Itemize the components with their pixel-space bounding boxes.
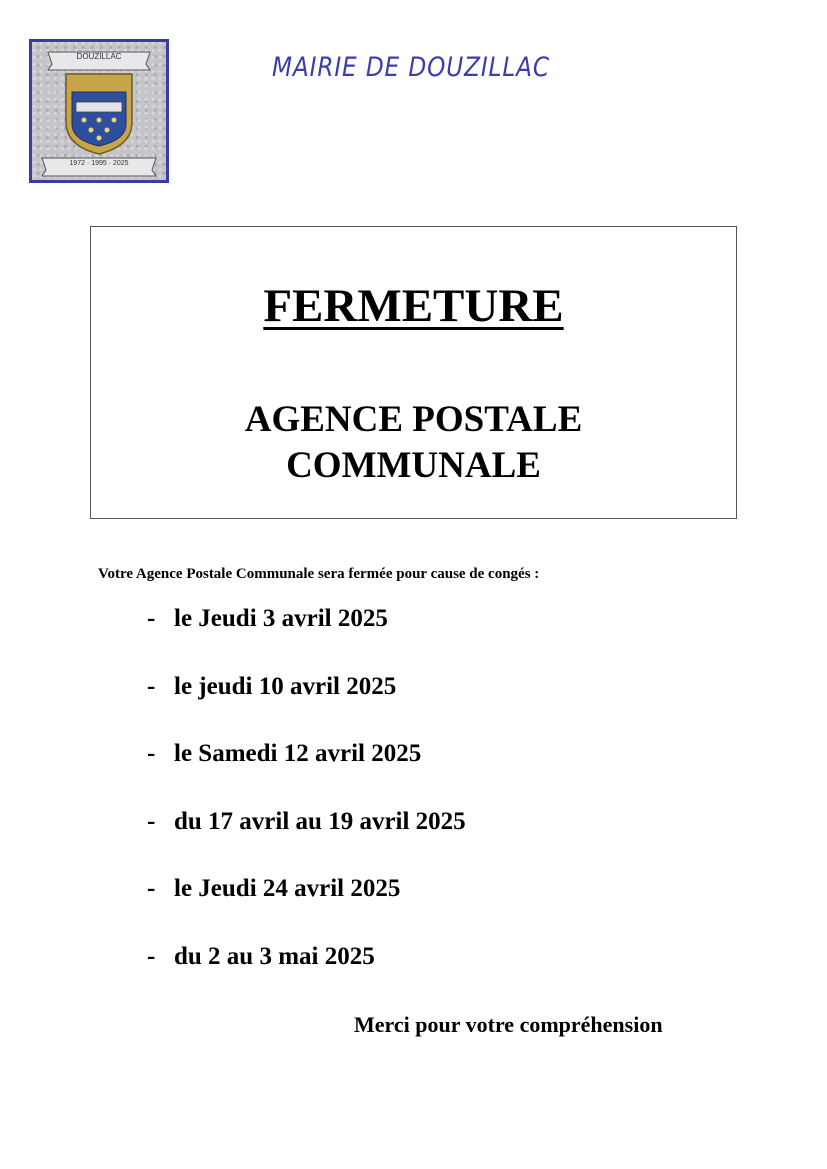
closing-date: du 2 au 3 mai 2025	[174, 942, 375, 970]
closing-date: le Samedi 12 avril 2025	[174, 740, 422, 768]
notice-heading: FERMETURE	[263, 280, 564, 332]
notice-subheading-line1: AGENCE POSTALE	[244, 399, 583, 440]
logo-banner-bottom: 1972 · 1995 · 2025	[69, 160, 129, 167]
thank-you-text: Merci pour votre compréhension	[354, 1012, 663, 1037]
list-item	[147, 605, 466, 673]
notice-subheading-line2: COMMUNALE	[286, 445, 541, 486]
list-dash: -	[147, 672, 156, 700]
list-dash: -	[147, 807, 156, 835]
list-dash: -	[147, 740, 156, 768]
coat-of-arms-logo	[29, 39, 169, 183]
intro-text: Votre Agence Postale Communale sera fermée pour cause de congés :	[98, 566, 540, 582]
list-dash: -	[147, 605, 156, 632]
notice-subheading	[91, 397, 736, 489]
list-dash: -	[147, 875, 156, 903]
closing-dates-list	[147, 605, 466, 1011]
closing-date: le jeudi 10 avril 2025	[174, 672, 397, 700]
list-item	[147, 740, 466, 808]
logo-banner-top: DOUZILLAC	[76, 52, 122, 61]
closing-date: le Jeudi 3 avril 2025	[174, 605, 388, 632]
closing-date: du 17 avril au 19 avril 2025	[174, 807, 466, 835]
list-item	[147, 875, 466, 943]
notice-box	[90, 226, 737, 519]
list-dash: -	[147, 942, 156, 970]
mairie-title: MAIRIE DE DOUZILLAC	[272, 52, 550, 83]
list-item	[147, 673, 466, 741]
closing-date: le Jeudi 24 avril 2025	[174, 875, 401, 903]
list-item	[147, 943, 466, 1011]
list-item	[147, 808, 466, 876]
